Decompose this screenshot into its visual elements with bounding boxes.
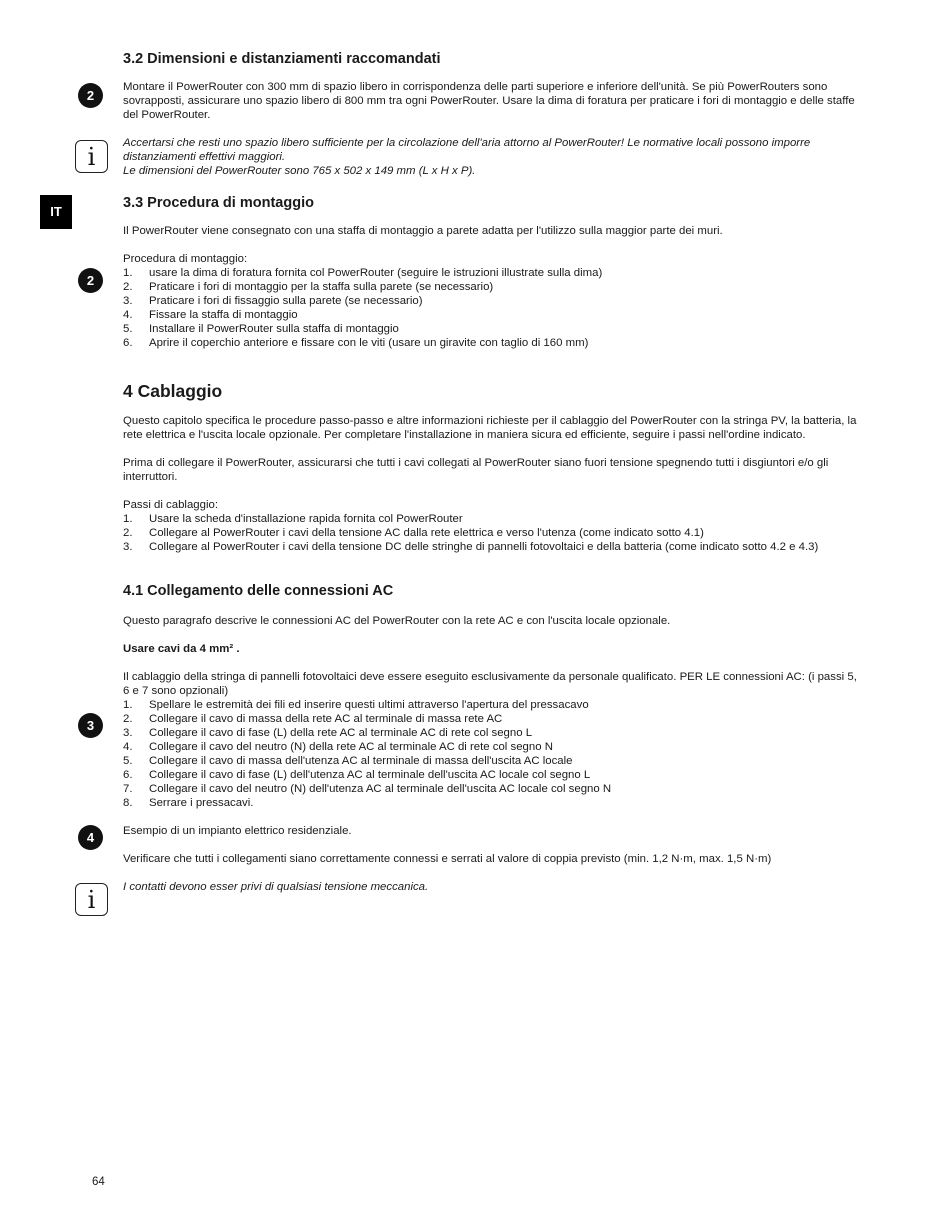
- language-tab-it: IT: [40, 195, 72, 229]
- list-item: 1. usare la dima di foratura fornita col PowerRouter (seguire le istruzioni illustrate sulla dima): [123, 267, 603, 279]
- list-item: 3. Collegare il cavo di fase (L) della rete AC al terminale AC di rete col segno L: [123, 727, 533, 739]
- torque-verify-text: Verificare che tutti i collegamenti siano correttamente connessi e serrati al valore di coppia previsto (min. 1,2 N·m, max. 1,5 N·m): [123, 853, 772, 865]
- list-item: 2. Collegare il cavo di massa della rete AC al terminale di massa rete AC: [123, 713, 503, 725]
- list-item: 1. Spellare le estremità dei fili ed inserire questi ultimi attraverso l'apertura del pressacavo: [123, 699, 589, 711]
- list-item: 2. Collegare al PowerRouter i cavi della tensione AC dalla rete elettrica e verso l'utenza (come indicato sotto 4.1): [123, 527, 704, 539]
- list-item: 2. Praticare i fori di montaggio per la staffa sulla parete (se necessario): [123, 281, 494, 293]
- list-item: 7. Collegare il cavo del neutro (N) dell'utenza AC al terminale dell'uscita AC locale col segno N: [123, 783, 612, 795]
- figure-ref-badge: 2: [78, 268, 103, 293]
- section-title-3-3: 3.3 Procedura di montaggio: [123, 195, 314, 211]
- chapter-4-para: Questo capitolo specifica le procedure passo-passo e altre informazioni richieste per il cablaggio del PowerRouter con la stringa PV, la batteria, la rete elettrica e l'uscita locale opzionale. Per completare l'installazione in maniera sicura ed efficiente, seguire i passi nell'ordine indicato.: [123, 415, 857, 441]
- section-3-2-text: Montare il PowerRouter con 300 mm di spazio libero in corrispondenza delle parti superiore e inferiore dell'unità. Se più PowerRouters sono sovrapposti, assicurare uno spazio libero di 800 mm tra ogni PowerRouter. Usare la dima di foratura per praticare i fori di montaggio e delle staffe del PowerRouter.: [123, 81, 855, 121]
- wiring-steps-list: [123, 512, 863, 554]
- info-note: Accertarsi che resti uno spazio libero sufficiente per la circolazione dell'aria attorno al PowerRouter! Le normative locali possono imporre distanziamenti effettivi maggiori.: [123, 137, 811, 163]
- cable-size-note: Usare cavi da 4 mm² .: [123, 643, 240, 655]
- list-item: 6. Collegare il cavo di fase (L) dell'utenza AC al terminale dell'uscita AC locale col segno L: [123, 769, 591, 781]
- list-item: 3. Praticare i fori di fissaggio sulla parete (se necessario): [123, 295, 423, 307]
- list-item: 6. Aprire il coperchio anteriore e fissare con le viti (usare un giravite con taglio di 160 mm): [123, 337, 589, 349]
- info-icon: i: [75, 883, 108, 916]
- info-note: I contatti devono esser privi di qualsiasi tensione meccanica.: [123, 881, 429, 893]
- section-title-3-2: 3.2 Dimensioni e distanziamenti raccomandati: [123, 51, 441, 67]
- figure-ref-badge: 3: [78, 713, 103, 738]
- figure-ref-badge: 4: [78, 825, 103, 850]
- mounting-steps-list: [123, 266, 863, 350]
- list-item: 1. Usare la scheda d'installazione rapida fornita col PowerRouter: [123, 513, 463, 525]
- chapter-4-para: Prima di collegare il PowerRouter, assicurarsi che tutti i cavi collegati al PowerRouter siano fuori tensione spegnendo tutti i disgiuntori e/o gli interruttori.: [123, 457, 829, 483]
- chapter-title-4: 4 Cablaggio: [123, 381, 223, 401]
- list-item: 8. Serrare i pressacavi.: [123, 797, 254, 809]
- procedure-label: Procedura di montaggio:: [123, 253, 248, 265]
- list-item: 4. Collegare il cavo del neutro (N) della rete AC al terminale AC di rete col segno N: [123, 741, 553, 753]
- list-item: 5. Installare il PowerRouter sulla staffa di montaggio: [123, 323, 399, 335]
- section-4-1-intro: Questo paragrafo descrive le connessioni AC del PowerRouter con la rete AC e con l'uscita locale opzionale.: [123, 615, 671, 627]
- section-3-3-intro: Il PowerRouter viene consegnato con una staffa di montaggio a parete adatta per l'utilizzo sulla maggior parte dei muri.: [123, 225, 723, 237]
- wiring-steps-label: Passi di cablaggio:: [123, 499, 218, 511]
- list-item: 5. Collegare il cavo di massa dell'utenza AC al terminale di massa dell'uscita AC locale: [123, 755, 573, 767]
- example-caption: Esempio di un impianto elettrico residenziale.: [123, 825, 352, 837]
- list-item: 3. Collegare al PowerRouter i cavi della tensione DC delle stringhe di pannelli fotovoltaici e della batteria (come indicato sotto 4.2 e 4.3): [123, 541, 819, 553]
- section-title-4-1: 4.1 Collegamento delle connessioni AC: [123, 583, 394, 599]
- ac-connection-steps-list: [123, 698, 863, 810]
- figure-ref-badge: 2: [78, 83, 103, 108]
- list-item: 4. Fissare la staffa di montaggio: [123, 309, 298, 321]
- info-icon: i: [75, 140, 108, 173]
- section-4-1-para: Il cablaggio della stringa di pannelli fotovoltaici deve essere eseguito esclusivamente da personale qualificato. PER LE connessioni AC: (i passi 5, 6 e 7 sono opzionali): [123, 671, 857, 697]
- info-note: Le dimensioni del PowerRouter sono 765 x 502 x 149 mm (L x H x P).: [123, 165, 476, 177]
- page-number: 64: [92, 1176, 105, 1188]
